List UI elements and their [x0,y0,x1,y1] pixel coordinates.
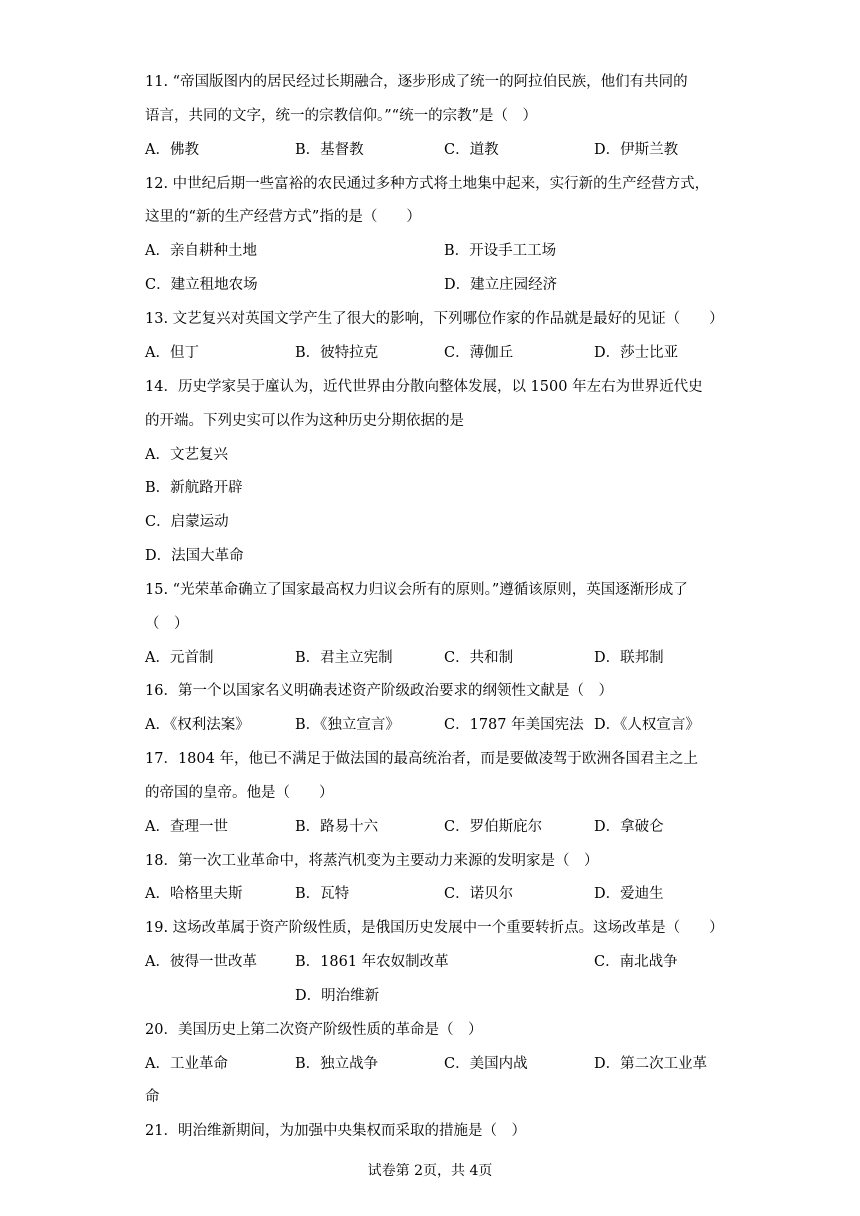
q17-option-b: B．路易十六 [295,819,379,835]
q14-option-c: C．启蒙运动 [145,514,229,530]
question-16-line-1: 16．第一个以国家名义明确表述资产阶级政治要求的纲领性文献是（ ） [145,683,613,699]
q20-option-b: B．独立战争 [295,1056,379,1072]
question-20-line-1: 20．美国历史上第二次资产阶级性质的革命是（ ） [145,1022,483,1038]
q15-option-a: A．元首制 [145,650,214,666]
q19-option-c: C．南北战争 [594,954,678,970]
question-12-line-1: 12. 中世纪后期一些富裕的农民通过多种方式将土地集中起来，实行新的生产经营方式， [145,176,710,192]
q19-option-a: A．彼得一世改革 [145,954,257,970]
q20-option-a: A．工业革命 [145,1056,228,1072]
question-14-line-2: 的开端。下列史实可以作为这种历史分期依据的是 [145,413,464,429]
q15-option-b: B．君主立宪制 [295,650,393,666]
q20-option-d: D．第二次工业革 [594,1056,708,1072]
q11-option-b: B．基督教 [295,142,364,158]
question-15-line-1: 15. “光荣革命确立了国家最高权力归议会所有的原则。”遵循该原则，英国逐渐形成了 [145,582,688,598]
question-14-line-1: 14．历史学家吴于廑认为，近代世界由分散向整体发展，以 1500 年左右为世界近代史 [145,379,703,395]
q19-option-b: B．1861 年农奴制改革 [295,954,449,970]
question-19-line-1: 19. 这场改革属于资产阶级性质，是俄国历史发展中一个重要转折点。这场改革是（ ） [145,920,724,936]
q16-option-d: D．《人权宣言》 [594,717,700,733]
q17-option-a: A．查理一世 [145,819,228,835]
q15-option-c: C．共和制 [444,650,514,666]
q13-option-d: D．莎士比亚 [594,345,679,361]
q19-option-d: D．明治维新 [295,988,380,1004]
q20-option-d-wrap: 命 [145,1089,160,1105]
q13-option-b: B．彼特拉克 [295,345,379,361]
question-13-line-1: 13. 文艺复兴对英国文学产生了很大的影响，下列哪位作家的作品就是最好的见证（ ） [145,311,724,327]
question-21-line-1: 21．明治维新期间，为加强中央集权而采取的措施是（ ） [145,1123,526,1139]
question-12-line-2: 这里的“新的生产经营方式”指的是（ ） [145,209,421,225]
q14-option-b: B．新航路开辟 [145,480,243,496]
q12-option-b: B．开设手工工场 [444,243,557,259]
q12-option-a: A．亲自耕种土地 [145,243,257,259]
q14-option-d: D．法国大革命 [145,548,244,564]
question-11-line-1: 11. “帝国版图内的居民经过长期融合，逐步形成了统一的阿拉伯民族，他们有共同的 [145,74,688,90]
q16-option-c: C．1787 年美国宪法 [444,717,584,733]
q18-option-c: C．诺贝尔 [444,886,514,902]
q18-option-d: D．爱迪生 [594,886,664,902]
q17-option-d: D．拿破仑 [594,819,664,835]
q20-option-c: C．美国内战 [444,1056,528,1072]
q11-option-c: C．道教 [444,142,499,158]
q17-option-c: C．罗伯斯庇尔 [444,819,543,835]
q11-option-a: A．佛教 [145,142,199,158]
question-17-line-1: 17．1804 年，他已不满足于做法国的最高统治者，而是要做凌驾于欧洲各国君主之上 [145,751,698,767]
q13-option-a: A．但丁 [145,345,199,361]
page-footer: 试卷第 2页，共 4页 [367,1163,493,1179]
q18-option-a: A．哈格里夫斯 [145,886,243,902]
q13-option-c: C．薄伽丘 [444,345,514,361]
question-18-line-1: 18．第一次工业革命中，将蒸汽机变为主要动力来源的发明家是（ ） [145,853,599,869]
q16-option-a: A．《权利法案》 [145,717,250,733]
question-15-line-2: （ ） [145,616,189,632]
q11-option-d: D．伊斯兰教 [594,142,679,158]
q12-option-d: D．建立庄园经济 [444,277,558,293]
q12-option-c: C．建立租地农场 [145,277,258,293]
q15-option-d: D．联邦制 [594,650,664,666]
question-17-line-2: 的帝国的皇帝。他是（ ） [145,785,334,801]
q18-option-b: B．瓦特 [295,886,350,902]
question-11-line-2: 语言，共同的文字，统一的宗教信仰。”“统一的宗教”是（ ） [145,108,537,124]
q16-option-b: B．《独立宣言》 [295,717,400,733]
q14-option-a: A．文艺复兴 [145,447,228,463]
